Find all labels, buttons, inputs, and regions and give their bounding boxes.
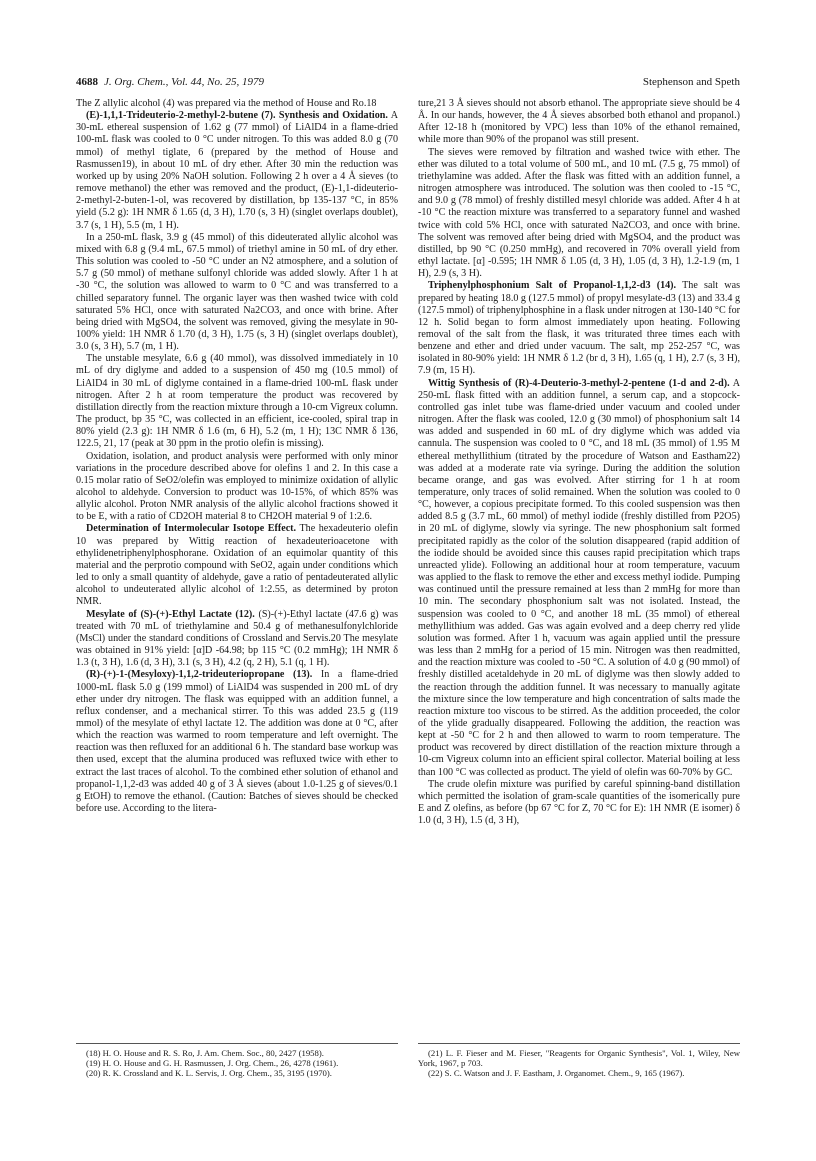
- running-header: [76, 76, 740, 94]
- paragraph: [418, 147, 740, 281]
- footnotes-right: [418, 1043, 740, 1079]
- paragraph-text: The unstable mesylate, 6.6 g (40 mmol), was dissolved immediately in 10 mL of dry diglyme and added to a suspension of 450 mg (10.5 mmol) of LiAlD4 in 30 mL of diglyme contained in a flame-dried 100-mL flask under nitrogen. After 2 h at room temperature the product was recovered by distillation directly from the reaction mixture through a 10-cm Vigreux column. The product, bp 35 °C, was collected in an efficient, ice-cooled, spiral trap in 80% yield (2.3 g): 1H NMR δ 1.6 (m, 6 H), 5.2 (m, 1 H); 13C NMR δ 136, 122.5, 21, 17 (peak at 30 ppm in the protio olefin is missing).: [76, 353, 398, 450]
- paragraph: [76, 98, 398, 110]
- footnote: (20) R. K. Crossland and K. L. Servis, J. Org. Chem., 35, 3195 (1970).: [86, 1068, 332, 1079]
- paragraph: [76, 523, 398, 608]
- footnote-rule: [76, 1043, 398, 1044]
- section-heading: (E)-1,1,1-Trideuterio-2-methyl-2-butene (7). Synthesis and Oxidation.: [86, 110, 388, 122]
- page-number: 4688: [76, 76, 98, 88]
- paragraph: [76, 451, 398, 524]
- right-column: [418, 98, 740, 827]
- paragraph-text: The Z allylic alcohol (4) was prepared via the method of House and Ro.18: [76, 98, 377, 109]
- header-left: [76, 76, 264, 88]
- section-heading: Determination of Intermolecular Isotope Effect.: [86, 523, 297, 535]
- paragraph: [76, 353, 398, 450]
- paragraph: [76, 232, 398, 354]
- header-authors: Stephenson and Speth: [642, 76, 740, 88]
- footnote: (19) H. O. House and G. H. Rasmussen, J. Org. Chem., 26, 4278 (1961).: [86, 1058, 339, 1069]
- section-heading: (R)-(+)-1-(Mesyloxy)-1,1,2-trideuteriopropane (13).: [86, 669, 313, 681]
- paragraph-text: Oxidation, isolation, and product analysis were performed with only minor variations in the procedure described above for olefins 1 and 2. In this case a 0.15 molar ratio of SeO2/olefin was employed to minimize oxidation of allylic alcohol to aldehyde. Conversion to product was 10-15%, of which 85% was allylic alcohol. Proton NMR analysis of the allylic alcohol fractions showed it to be E, with a ratio of CD2OH material 8 to CH2OH material 9 of 1:2.6.: [76, 450, 398, 523]
- footnotes-left: [76, 1043, 398, 1079]
- footnote-rule: [418, 1043, 740, 1044]
- section-heading: Mesylate of (S)-(+)-Ethyl Lactate (12).: [86, 608, 255, 620]
- paragraph-text: A 30-mL ethereal suspension of 1.62 g (77 mmol) of LiAlD4 in a flame-dried 100-mL flask was cooled to 0 °C under nitrogen. To this was added 8.0 g (70 mmol) of methyl tiglate, 6 (prepared by the method of House and Rasmussen19), in about 10 mL of dry ether. After 30 min the reduction was worked up by using 20% NaOH solution. Following 2 h over a 4 Å sieves (to remove methanol) the ether was removed and the product, (E)-1,1-dideuterio-2-methyl-2-buten-1-ol, was recovered by distillation, bp 135-137 °C, in 85% yield (5.2 g): 1H NMR δ 1.65 (d, 3 H), 1.70 (s, 3 H) (singlet overlaps doublet), 3.7 (s, 1 H), 5.5 (m, 1 H).: [76, 110, 398, 231]
- left-column: [76, 98, 398, 815]
- section-heading: Triphenylphosphonium Salt of Propanol-1,1,2-d3 (14).: [428, 280, 677, 292]
- paragraph: [418, 98, 740, 147]
- paragraph: [76, 110, 398, 232]
- paragraph-text: (S)-(+)-Ethyl lactate (47.6 g) was treated with 70 mL of triethylamine and 50.4 g of methanesulfonylchloride (MsCl) under the standard conditions of Crossland and Servis.20 The mesylate was obtained in 91% yield: [α]D -64.98; bp 115 °C (0.2 mmHg); 1H NMR δ 1.3 (t, 3 H), 1.6 (d, 3 H), 3.1 (s, 3 H), 4.2 (q, 2 H), 5.1 (q, 1 H).: [76, 608, 398, 669]
- paragraph: [76, 669, 398, 815]
- paragraph-text: The salt was prepared by heating 18.0 g (127.5 mmol) of propyl mesylate-d3 (13) and 33.4 g (127.5 mmol) of triphenylphosphine in a flask under nitrogen at 130-140 °C for 12 h. Solid began to form almost immediately upon heating. Following removal of the salt from the flask, it was triturated three times each with benzene and ether and dried under vacuum. The salt, mp 252-257 °C, was isolated in 80-90% yield: 1H NMR δ 1.2 (br d, 3 H), 1.65 (q, 1 H), 2.7 (s, 3 H), 7.9 (m, 15 H).: [418, 280, 740, 377]
- paragraph-text: The hexadeuterio olefin 10 was prepared by Wittig reaction of hexadeuterioacetone with ethylidenetriphenylphosphorane. Oxidation of an equimolar quantity of this material and the perprotio compound with SeO2, again under conditions which led to only a small quantity of aldehyde, gave a ratio of pentadeuterated allylic alcohol to undeuterated allylic alcohol of 1:2.55, as determined by proton NMR.: [76, 523, 399, 608]
- paragraph-text: ture,21 3 Å sieves should not absorb ethanol. The appropriate sieve should be 4 Å. In our hands, however, the 4 Å sieves absorbed both ethanol and propanol.) After 12-18 h (monitored by VPC) less than 10% of the ethanol remained, while more than 90% of the propanol was still present.: [418, 98, 740, 146]
- paragraph-text: A 250-mL flask fitted with an addition funnel, a serum cap, and a stopcock-controlled gas inlet tube was flame-dried under vacuum and cooled under nitrogen. After the flask was cooled, 12.0 g (30 mmol) of phosphonium salt 14 was added and suspended in 60 mL of dry diglyme which was added via cannula. The suspension was cooled to 0 °C, and 18 mL (35 mmol) of 1.95 M ethereal methyllithium (titrated by the procedure of Watson and Eastham22) was added at a moderate rate via syringe. During the addition the solution became orange, and gas was evolved. After stirring for 1 h at room temperature, only traces of solid remained. When the solution was cooled to 0 °C, however, a copious precipitate formed. To this cooled suspension was then added 8.5 g (3.7 mL, 60 mmol) of methyl iodide (freshly distilled from P2O5) in 20 mL of diglyme, slowly via syringe. The new phosphonium salt formed precipitated rapidly as the color of the solution disappeared (rapid addition of the iodide should be avoided since this causes rapid precipitation which traps unreacted ylide). Following an additional hour at room temperature, vacuum was applied to the flask to remove the ether and excess methyl iodide. Pumping was continued until the pressure remained at less than 2 mmHg for more than 10 min. The secondary phosphonium salt was not isolated. Instead, the suspension was cooled to 0 °C, and another 18 mL (35 mmol) of ethereal methyllithium was added. Gas was again evolved and a deep cherry red ylide solution was formed. After 1 h, vacuum was again applied until the pressure was less than 2 mmHg for a period of 15 min. Nitrogen was then readmitted, and the reaction mixture was cooled to -50 °C. A solution of 4.0 g (90 mmol) of freshly distilled acetaldehyde in 20 mL of diglyme was then slowly added to the reaction through the addition funnel. It was necessary to manually agitate the mixture since the low temperature and high concentration of salts made the reaction mixture too viscous to be stirred. As the addition proceeded, the color of the ylide gradually disappeared. Following the addition, the reaction was kept at -50 °C for 2 h and then allowed to warm to room temperature. The product was recovered by direct distillation of the reaction mixture through a 10-cm Vigreux column into an efficient spiral collector. Material boiling at less than 100 °C was collected as product. The yield of olefin was 60-70% by GC.: [418, 377, 741, 778]
- paragraph-text: The crude olefin mixture was purified by careful spinning-band distillation which permitted the isolation of gram-scale quantities of the isomerically pure E and Z olefins, as before (bp 67 °C for Z, 70 °C for E): 1H NMR (E isomer) δ 1.0 (d, 3 H), 1.5 (d, 3 H),: [418, 778, 740, 827]
- section-heading: Wittig Synthesis of (R)-4-Deuterio-3-methyl-2-pentene (1-d and 2-d).: [428, 377, 730, 389]
- paragraph: [76, 609, 398, 670]
- footnote: (21) L. F. Fieser and M. Fieser, "Reagents for Organic Synthesis", Vol. 1, Wiley, New York, 1967, p 703.: [418, 1048, 740, 1069]
- paragraph: [418, 280, 740, 377]
- paragraph: [418, 779, 740, 828]
- footnote: (22) S. C. Watson and J. F. Eastham, J. Organomet. Chem., 9, 165 (1967).: [428, 1068, 685, 1079]
- paragraph: [418, 378, 740, 779]
- journal-reference: J. Org. Chem., Vol. 44, No. 25, 1979: [104, 76, 265, 88]
- footnote: (18) H. O. House and R. S. Ro, J. Am. Chem. Soc., 80, 2427 (1958).: [86, 1048, 324, 1058]
- paragraph-text: In a flame-dried 1000-mL flask 5.0 g (199 mmol) of LiAlD4 was suspended in 200 mL of dry ether under dry nitrogen. The flask was equipped with an addition funnel, a reflux condenser, and a mechanical stirrer. To this was added 23.5 g (119 mmol) of the mesylate of ethyl lactate 12. The addition was done at 0 °C, after which the reaction was warmed to room temperature and left overnight. The reaction was then refluxed for an additional 6 h. The standard base workup was then used, except that the alumina produced was refluxed twice with ether to extract the last traces of alcohol. To the combined ether solution of ethanol and propanol-1,1,2-d3 was added 40 g of 3 Å sieves (about 1.0-1.25 g of sieves/0.1 g EtOH) to remove the ethanol. (Caution: Batches of sieves should be checked before use. According to the litera-: [76, 669, 399, 815]
- paragraph-text: In a 250-mL flask, 3.9 g (45 mmol) of this dideuterated allylic alcohol was mixed with 6.8 g (9.4 mL, 67.5 mmol) of triethyl amine in 50 mL of dry ether. This solution was cooled to -50 °C under an N2 atmosphere, and a solution of 5.7 g (50 mmol) of methane sulfonyl chloride was added slowly. After 1 h at -30 °C, the solution was allowed to warm to 0 °C and was transferred to a chilled separatory funnel. The organic layer was then washed twice with cold saturated 5% HCl, once with saturated Na2CO3, and once with brine. After being dried with MgSO4, the solvent was removed, giving the mesylate in 90-100% yield: 1H NMR δ 1.70 (d, 3 H), 1.75 (s, 3 H) (singlet overlaps doublet), 3.0 (s, 3 H), 5.7 (m, 1 H).: [76, 231, 398, 353]
- paragraph-text: The sieves were removed by filtration and washed twice with ether. The ether was diluted to a total volume of 500 mL, and 10 mL (7.5 g, 75 mmol) of triethylamine was added. After the flask was fitted with an addition funnel, a nitrogen atmosphere was introduced. The solution was then cooled to -15 °C, and 9.0 g (78 mmol) of freshly distilled mesyl chloride was added. After 4 h at -10 °C the reaction mixture was transferred to a separatory funnel and washed twice with cold 5% HCl, once with saturated Na2CO3, and once with brine. The solvent was removed after being dried with MgSO4, and the product was distilled, bp 90 °C (0.250 mmHg), and recovered in 70% overall yield from ethyl lactate. [α] -0.595; 1H NMR δ 1.05 (d, 3 H), 1.05 (d, 3 H), 1.2-1.9 (m, 1 H), 2.9 (s, 3 H).: [418, 146, 740, 280]
